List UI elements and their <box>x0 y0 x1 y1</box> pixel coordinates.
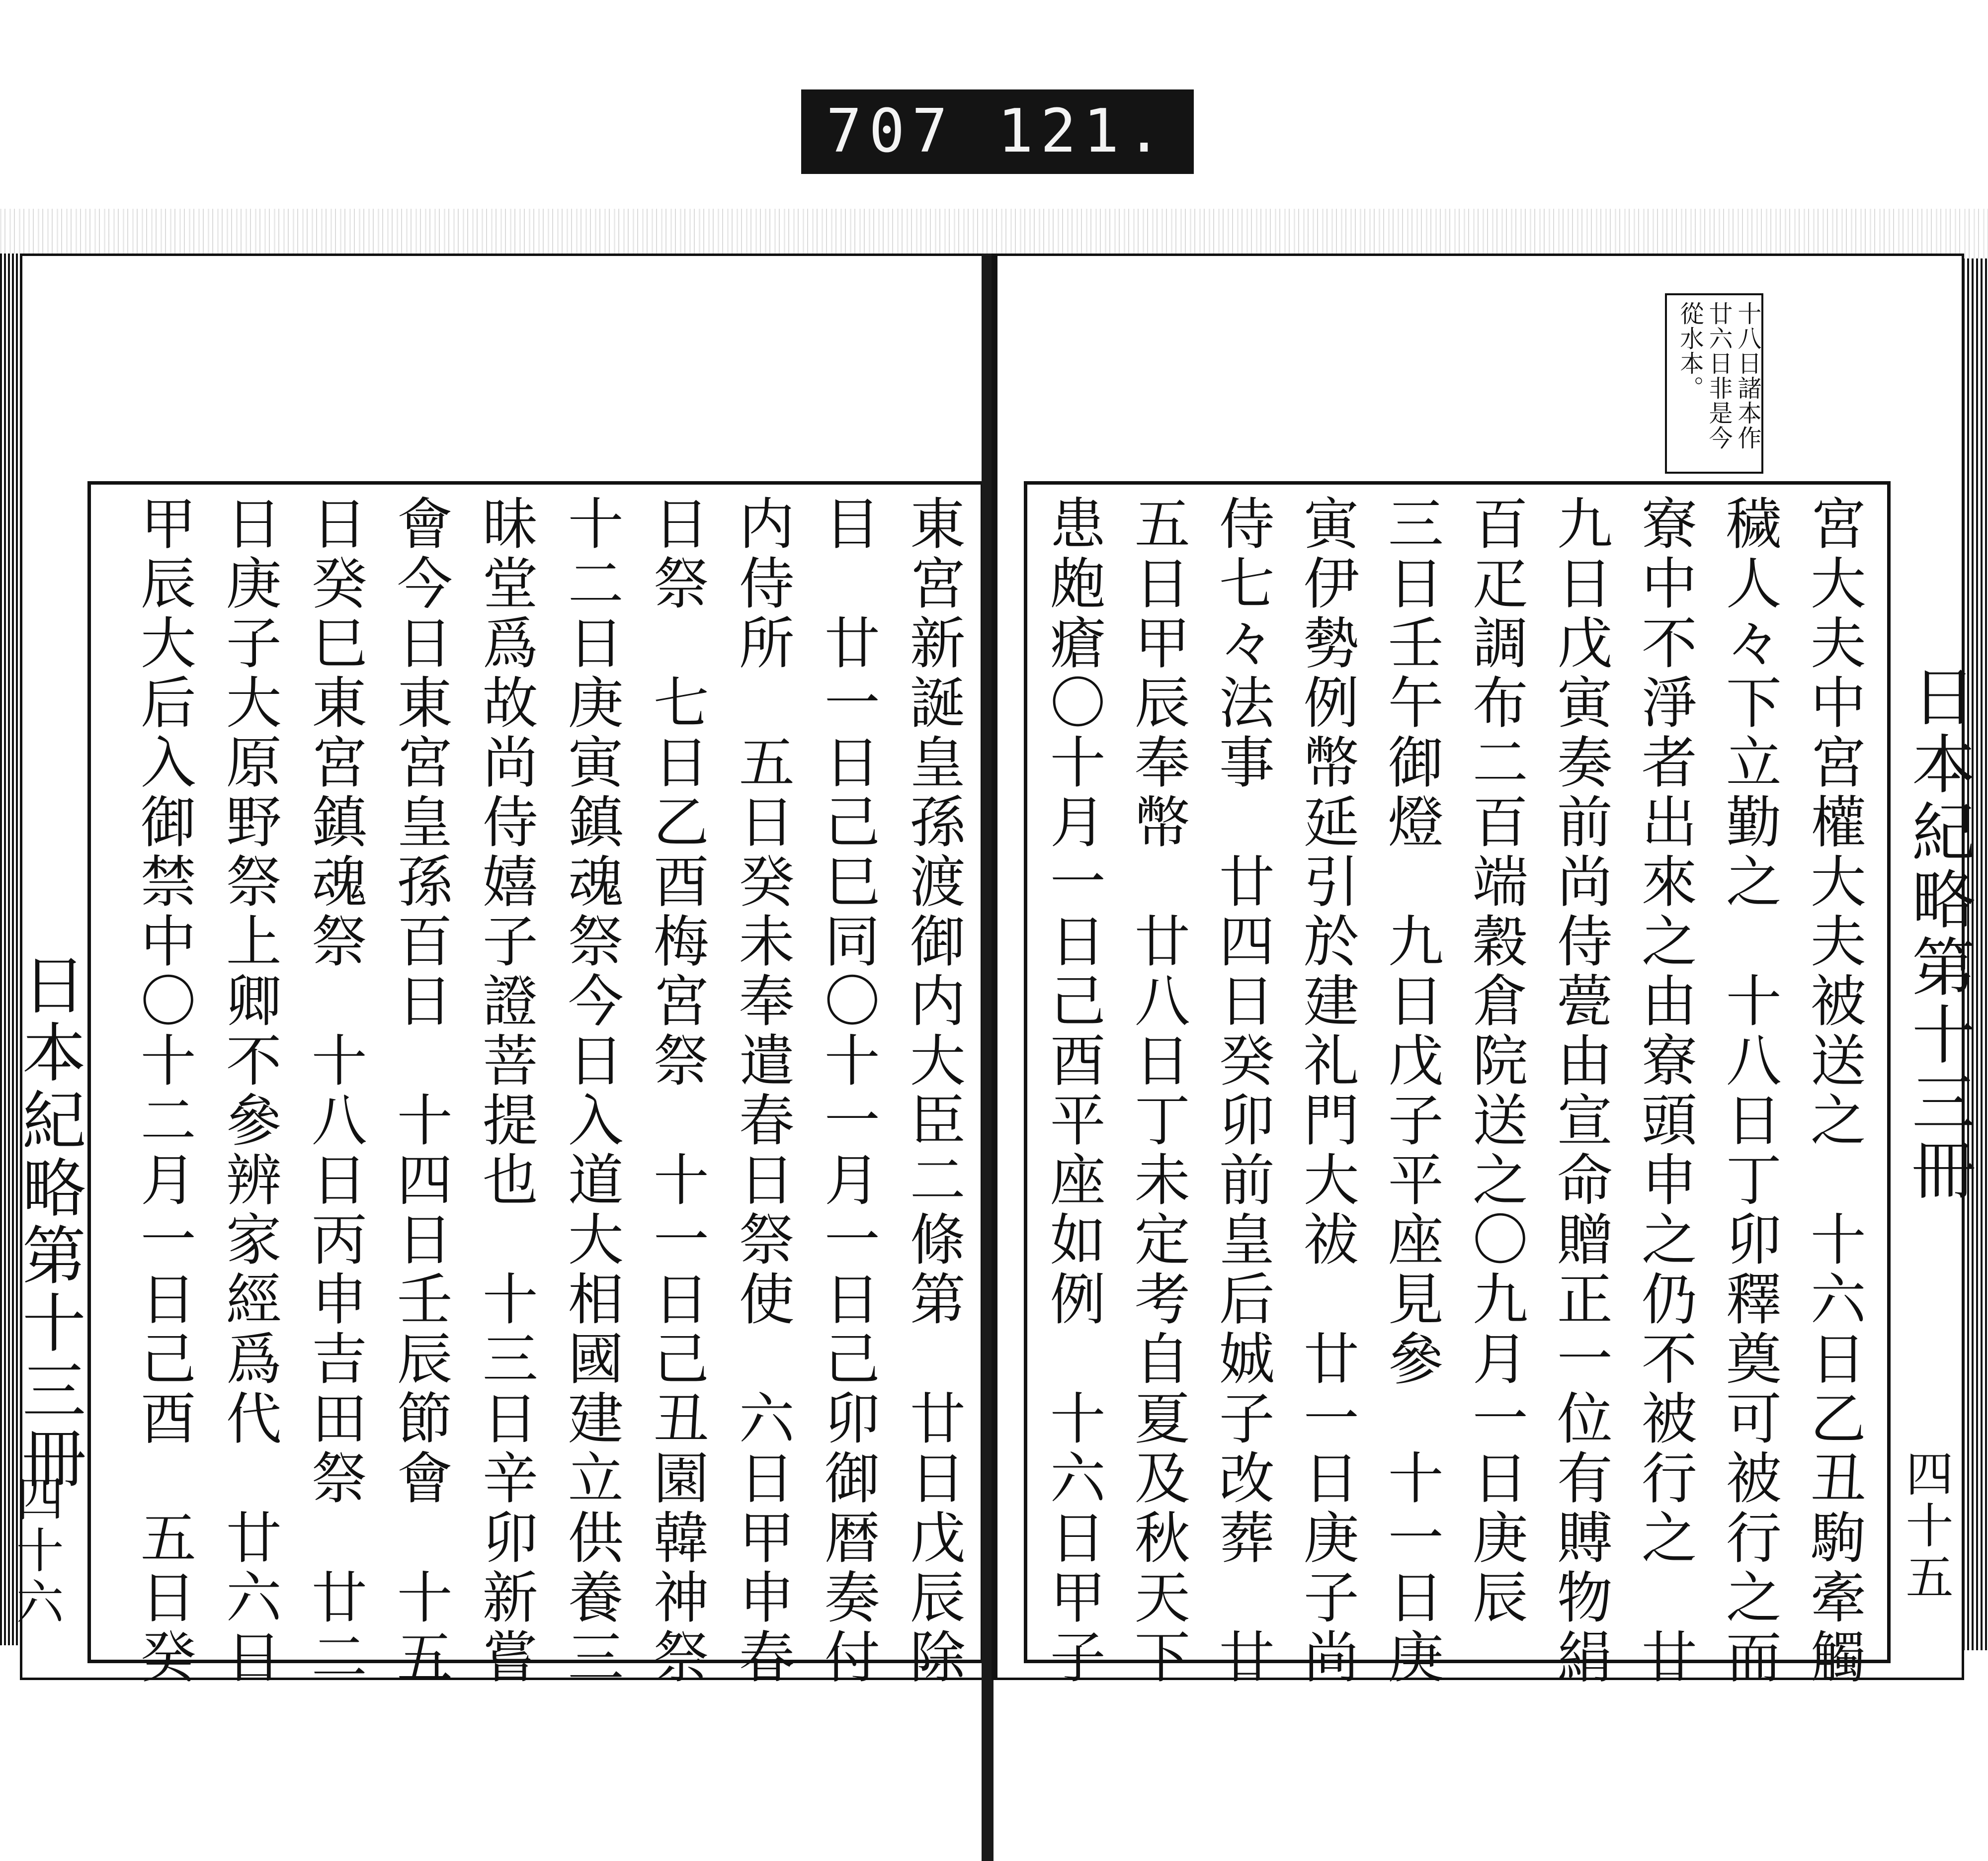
left-text-column: 日祭 七日乙酉梅宮祭 十一日己丑園韓神祭 <box>644 495 709 1688</box>
right-text-column: 寮中不淨者出來之由寮頭申之仍不被行之 廿 <box>1632 495 1697 1688</box>
film-reel-label: 707 121. <box>801 89 1194 174</box>
left-text-column: 日庚子大原野祭上卿不參辨家經爲代 廿六日 <box>217 495 282 1688</box>
right-text-column: 宮大夫中宮權大夫被送之 十六日乙丑駒牽觸 <box>1801 495 1866 1688</box>
right-text-column: 三日壬午御燈 九日戊子平座見參 十一日庚 <box>1379 495 1444 1688</box>
left-text-column: 内侍所 五日癸未奉遣春日祭使 六日甲申春 <box>730 495 795 1688</box>
left-text-column: 目 廿一日己巳同〇十一月一日己卯御暦奏付 <box>815 495 880 1688</box>
left-text-column: 會今日東宮皇孫百日 十四日壬辰節會 十五 <box>388 495 453 1688</box>
editorial-note-line: 十八日諸本作 <box>1734 301 1761 450</box>
left-text-column: 十二日庚寅鎮魂祭今日入道大相國建立供養三 <box>559 495 624 1688</box>
right-text-column: 侍七々法事 廿四日癸卯前皇后娍子改葬 廿 <box>1210 495 1275 1688</box>
right-text-column: 穢人々下立勤之 十八日丁卯釋奠可被行之而 <box>1717 495 1782 1688</box>
left-text-column: 甲辰大后入御禁中〇十二月一日己酉 五日癸 <box>131 495 196 1688</box>
right-text-column: 寅伊勢例幣延引於建礼門大祓 廿一日庚子尚 <box>1294 495 1359 1688</box>
right-text-column: 患皰瘡〇十月一日己酉平座如例 十六日甲子 <box>1041 495 1106 1688</box>
editorial-note-line: 從水本。 <box>1676 301 1704 401</box>
right-running-head: 日本紀略第十三冊 <box>1901 664 1975 1204</box>
right-text-column: 百疋調布二百端穀倉院送之〇九月一日庚辰 <box>1463 495 1528 1628</box>
right-text-column: 九日戊寅奏前尚侍甍由宣命贈正一位有賻物絹 <box>1548 495 1613 1688</box>
right-text-column: 五日甲辰奉幣 廿八日丁未定考自夏及秋天下 <box>1125 495 1190 1688</box>
left-text-column: 日癸巳東宮鎮魂祭 十八日丙申吉田祭 廿二 <box>302 495 367 1688</box>
left-text-frame <box>87 481 984 1688</box>
right-page-number: 四十五 <box>1898 1449 1954 1604</box>
right-text-frame <box>1024 481 1891 1688</box>
left-text-column: 東宮新誕皇孫渡御内大臣二條第 廿日戊辰除 <box>901 495 966 1688</box>
left-text-column: 昧堂爲故尚侍嬉子證菩提也 十三日辛卯新嘗 <box>473 495 538 1688</box>
editorial-note-line: 廿六日非是今 <box>1705 301 1733 450</box>
editorial-note-box <box>1665 293 1763 474</box>
left-page-number: 四十六 <box>8 1474 64 1629</box>
left-running-head: 日本紀略第十三冊 <box>11 952 85 1493</box>
